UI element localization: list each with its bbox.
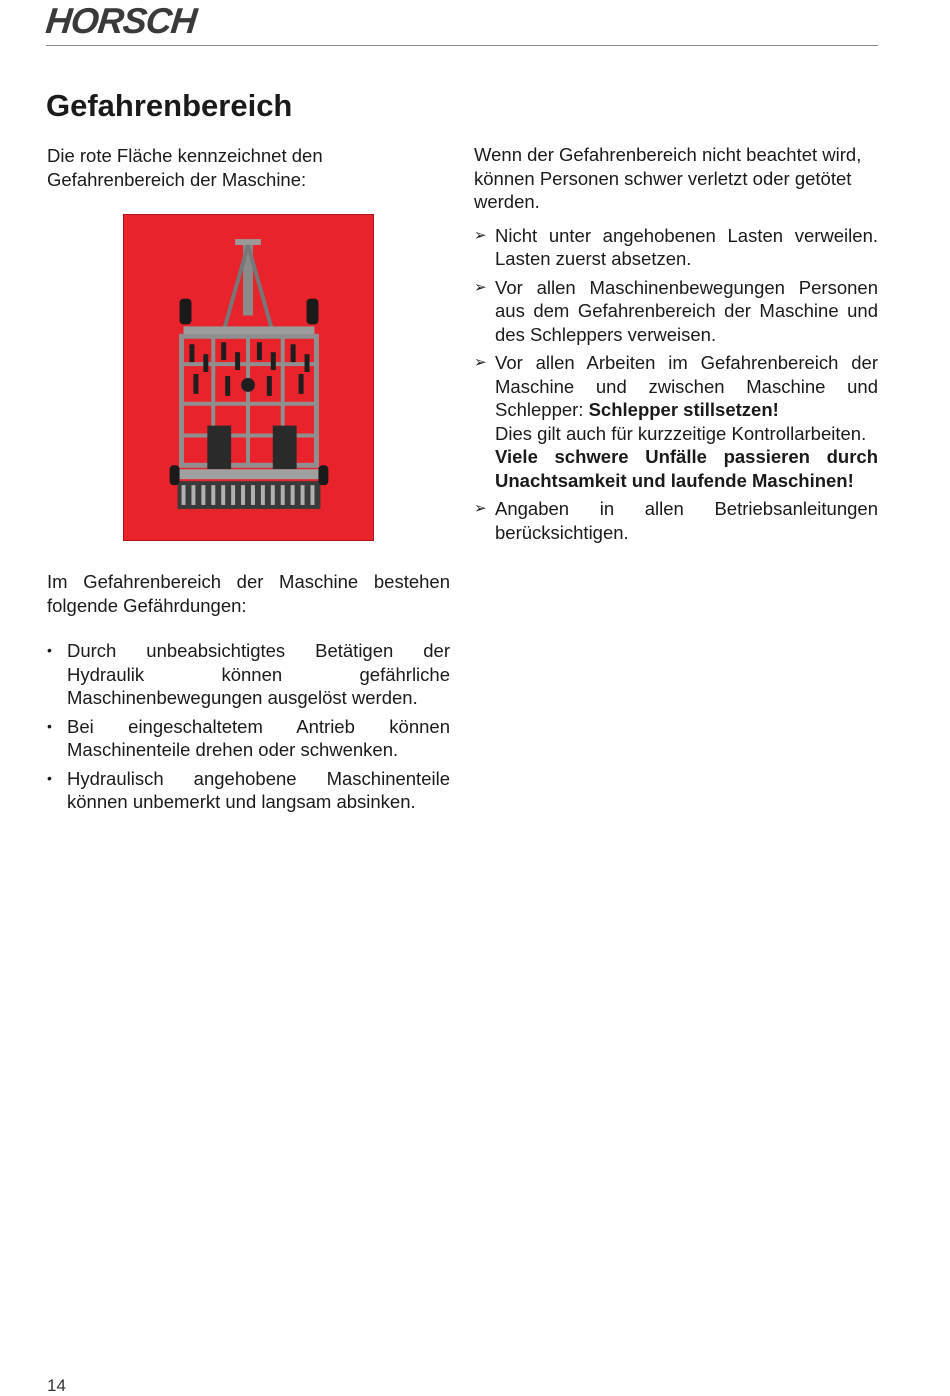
bullet-icon: • bbox=[47, 769, 52, 786]
instruction-text: Angaben in allen Betriebsanleitungen berücksichtigen. bbox=[495, 498, 878, 543]
hazard-text: Bei eingeschaltetem Antrieb können Maschinenteile drehen oder schwenken. bbox=[67, 715, 450, 760]
arrow-bullet-icon: ➢ bbox=[474, 278, 487, 296]
instruction-text: Vor allen Maschinenbewegungen Personen aus dem Gefahrenbereich der Maschine und des Schleppers verweisen. bbox=[495, 276, 878, 345]
list-item bbox=[474, 351, 878, 492]
hazard-text: Durch unbeabsichtigtes Betätigen der Hydraulik können gefährliche Maschinenbewegungen ausgelöst werden. bbox=[67, 640, 450, 708]
bullet-icon: • bbox=[47, 642, 52, 658]
arrow-bullet-icon: ➢ bbox=[474, 500, 487, 517]
page-title: Gefahrenbereich bbox=[46, 88, 293, 123]
list-item bbox=[474, 224, 878, 271]
list-item bbox=[47, 639, 450, 710]
safety-instruction-list bbox=[474, 224, 878, 545]
figure-intro-text: Die rote Fläche kennzeichnet den Gefahrenbereich der Maschine: bbox=[47, 145, 323, 190]
instruction-text: Nicht unter angehobenen Lasten verweilen. Lasten zuerst absetzen. bbox=[495, 224, 878, 269]
header-divider bbox=[46, 45, 878, 46]
danger-zone-figure bbox=[123, 214, 374, 541]
arrow-bullet-icon: ➢ bbox=[474, 226, 487, 244]
hazards-section bbox=[47, 570, 450, 819]
machine-danger-zone-diagram-icon bbox=[124, 215, 373, 540]
list-item bbox=[47, 767, 450, 814]
list-item bbox=[474, 276, 878, 347]
accident-warning: Viele schwere Unfälle passieren durch Unachtsamkeit und laufende Maschinen! bbox=[495, 446, 878, 491]
left-column bbox=[47, 144, 450, 191]
arrow-bullet-icon: ➢ bbox=[474, 354, 487, 371]
right-column bbox=[474, 143, 878, 549]
list-item bbox=[47, 715, 450, 762]
list-item bbox=[474, 497, 878, 544]
horsch-logo: HORSCH bbox=[43, 0, 199, 41]
instruction-note: Dies gilt auch für kurzzeitige Kontrollarbeiten. bbox=[495, 422, 867, 444]
instruction-emphasis: Schlepper stillsetzen! bbox=[588, 399, 779, 420]
page-number: 14 bbox=[47, 1376, 66, 1395]
hazards-intro-text: Im Gefahrenbereich der Maschine bestehen folgende Gefährdungen: bbox=[47, 571, 450, 616]
bullet-icon: • bbox=[47, 717, 52, 734]
warning-intro-text: Wenn der Gefahrenbereich nicht beachtet wird, können Personen schwer verletzt oder getötet werden. bbox=[474, 144, 862, 212]
hazard-text: Hydraulisch angehobene Maschinenteile können unbemerkt und langsam absinken. bbox=[67, 767, 450, 812]
hazards-list bbox=[47, 639, 450, 814]
instruction-text: Vor allen Arbeiten im Gefahrenbereich der Maschine und zwischen Maschine und Schlepper: bbox=[495, 352, 878, 420]
